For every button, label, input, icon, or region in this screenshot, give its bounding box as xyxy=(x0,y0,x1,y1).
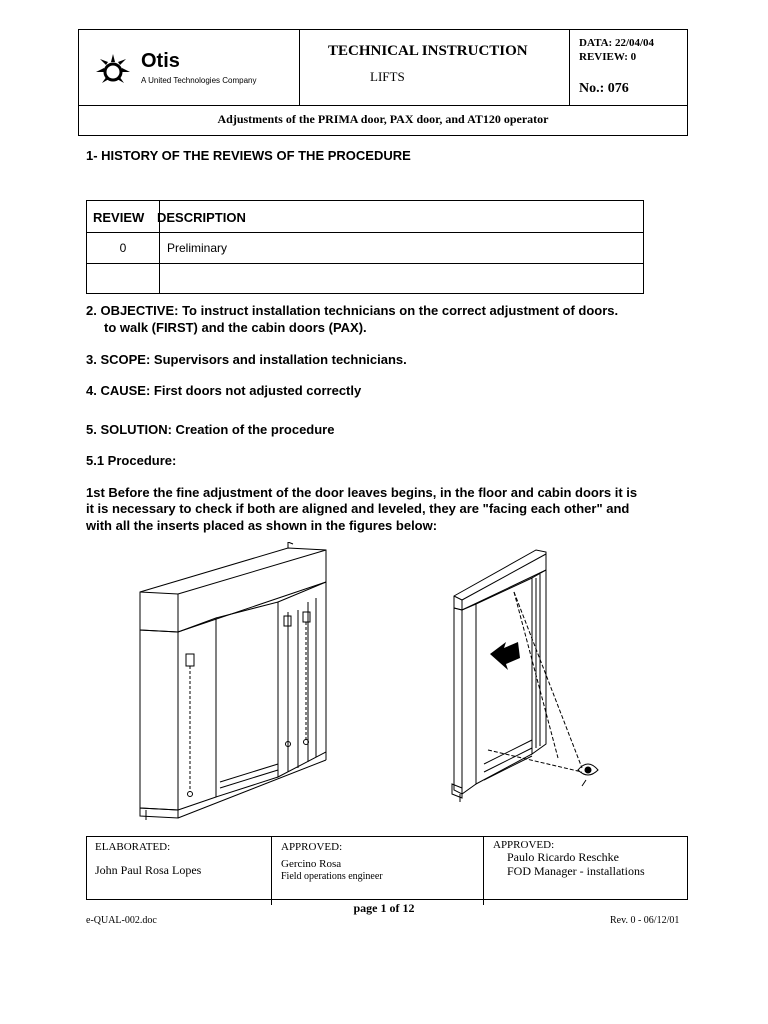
step1-line3: with all the inserts placed as shown in the figures below: xyxy=(86,518,438,533)
procedure-heading: 5.1 Procedure: xyxy=(86,453,177,468)
doc-title: Adjustments of the PRIMA door, PAX door, and AT120 operator xyxy=(217,112,549,126)
elaborated-name: John Paul Rosa Lopes xyxy=(95,863,202,877)
solution-text: 5. SOLUTION: Creation of the procedure xyxy=(86,422,335,437)
doc-type: TECHNICAL INSTRUCTION xyxy=(328,43,528,59)
cause-text: 4. CAUSE: First doors not adjusted correctly xyxy=(86,383,362,398)
table-cell-review: 0 xyxy=(119,241,127,255)
approval-box xyxy=(86,836,688,900)
approved2-label: APPROVED: xyxy=(493,839,555,851)
approved2-name: Paulo Ricardo Reschke xyxy=(507,850,619,864)
pax-door-figure xyxy=(448,544,618,806)
approved1-label: APPROVED: xyxy=(281,841,343,853)
step1-line1: 1st Before the fine adjustment of the door leaves begins, in the floor and cabin doors it is xyxy=(86,485,638,500)
approved1-name: Gercino Rosa xyxy=(281,858,342,870)
logo-text: Otis xyxy=(141,50,180,72)
otis-logo-icon xyxy=(93,50,133,95)
section1-heading: 1- HISTORY OF THE REVIEWS OF THE PROCEDURE xyxy=(86,148,411,163)
revision-info: Rev. 0 - 06/12/01 xyxy=(610,915,680,926)
doc-number: No.: 076 xyxy=(579,81,629,96)
elaborated-label: ELABORATED: xyxy=(95,841,171,853)
document-header xyxy=(78,29,688,136)
page-number: page 1 of 12 xyxy=(353,901,415,915)
file-name: e-QUAL-002.doc xyxy=(86,915,157,926)
doc-review: REVIEW: 0 xyxy=(579,51,637,63)
direction-arrow-icon xyxy=(490,642,520,670)
objective-line2: to walk (FIRST) and the cabin doors (PAX). xyxy=(104,320,367,335)
prima-door-figure xyxy=(128,542,348,832)
step1-line2: it is necessary to check if both are aligned and leveled, they are "facing each other" and xyxy=(86,501,630,516)
objective-line1: 2. OBJECTIVE: To instruct installation technicians on the correct adjustment of doors. xyxy=(86,303,619,318)
approved1-role: Field operations engineer xyxy=(281,871,383,882)
scope-text: 3. SCOPE: Supervisors and installation technicians. xyxy=(86,352,407,367)
doc-subject: LIFTS xyxy=(370,69,405,84)
table-cell-description: Preliminary xyxy=(167,241,228,255)
doc-date: DATA: 22/04/04 xyxy=(579,37,655,49)
logo-tagline: A United Technologies Company xyxy=(141,76,257,85)
review-table xyxy=(86,200,644,294)
approved2-role: FOD Manager - installations xyxy=(507,864,645,878)
table-header-review: REVIEW xyxy=(93,210,145,225)
table-header-description: DESCRIPTION xyxy=(157,210,246,225)
